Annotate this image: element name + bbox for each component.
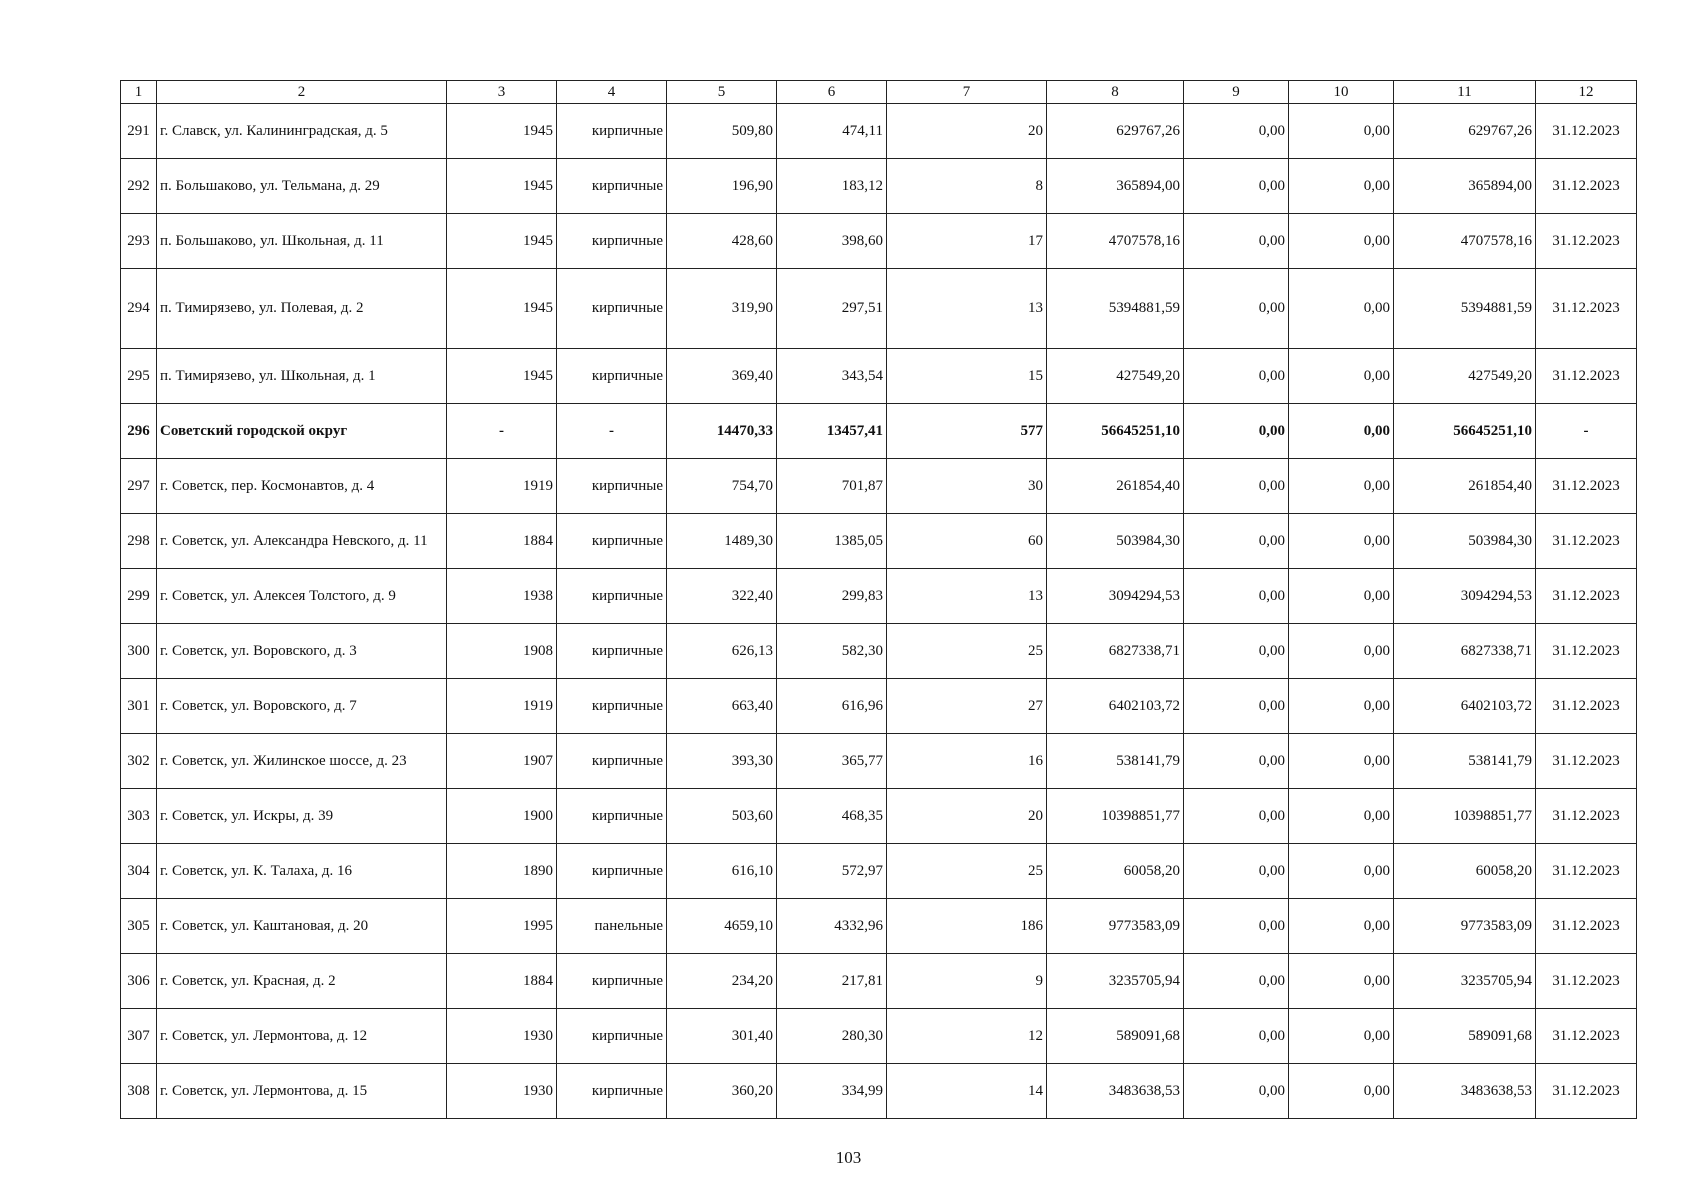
table-row xyxy=(121,269,1637,349)
total-area-cell: 754,70 xyxy=(667,459,777,514)
fund-cell: 0,00 xyxy=(1289,404,1394,459)
fund-cell: 0,00 xyxy=(1184,404,1289,459)
year-cell: 1884 xyxy=(447,514,557,569)
fund-cell: 6402103,72 xyxy=(1394,679,1536,734)
row-number-cell: 307 xyxy=(121,1009,157,1064)
fund-cell: 0,00 xyxy=(1184,1064,1289,1119)
deadline-cell: 31.12.2023 xyxy=(1536,569,1637,624)
residents-cell: 25 xyxy=(887,844,1047,899)
table-row xyxy=(121,159,1637,214)
material-cell: панельные xyxy=(557,899,667,954)
address-cell: п. Большаково, ул. Школьная, д. 11 xyxy=(157,214,447,269)
fund-cell: 9773583,09 xyxy=(1394,899,1536,954)
residents-cell: 186 xyxy=(887,899,1047,954)
total-area-cell: 509,80 xyxy=(667,104,777,159)
table-row xyxy=(121,1064,1637,1119)
fund-cell: 0,00 xyxy=(1289,954,1394,1009)
residents-cell: 8 xyxy=(887,159,1047,214)
total-area-cell: 234,20 xyxy=(667,954,777,1009)
living-area-cell: 280,30 xyxy=(777,1009,887,1064)
material-cell: кирпичные xyxy=(557,514,667,569)
total-cost-cell: 365894,00 xyxy=(1047,159,1184,214)
residents-cell: 14 xyxy=(887,1064,1047,1119)
fund-cell: 3235705,94 xyxy=(1394,954,1536,1009)
year-cell: 1938 xyxy=(447,569,557,624)
table-row xyxy=(121,954,1637,1009)
address-cell: г. Советск, ул. Каштановая, д. 20 xyxy=(157,899,447,954)
deadline-cell: 31.12.2023 xyxy=(1536,269,1637,349)
address-cell: г. Советск, ул. Воровского, д. 7 xyxy=(157,679,447,734)
total-cost-cell: 60058,20 xyxy=(1047,844,1184,899)
year-cell: 1945 xyxy=(447,159,557,214)
material-cell: кирпичные xyxy=(557,624,667,679)
table-row xyxy=(121,104,1637,159)
table-row xyxy=(121,1009,1637,1064)
residents-cell: 16 xyxy=(887,734,1047,789)
fund-cell: 427549,20 xyxy=(1394,349,1536,404)
fund-cell: 0,00 xyxy=(1184,844,1289,899)
fund-cell: 0,00 xyxy=(1289,1009,1394,1064)
row-number-cell: 305 xyxy=(121,899,157,954)
table-row xyxy=(121,349,1637,404)
address-cell: г. Советск, ул. Искры, д. 39 xyxy=(157,789,447,844)
material-cell: кирпичные xyxy=(557,269,667,349)
deadline-cell: 31.12.2023 xyxy=(1536,104,1637,159)
living-area-cell: 572,97 xyxy=(777,844,887,899)
fund-cell: 0,00 xyxy=(1289,899,1394,954)
row-number-cell: 304 xyxy=(121,844,157,899)
material-cell: кирпичные xyxy=(557,569,667,624)
table-body xyxy=(121,104,1637,1119)
total-cost-cell: 261854,40 xyxy=(1047,459,1184,514)
row-number-cell: 300 xyxy=(121,624,157,679)
address-cell: п. Большаково, ул. Тельмана, д. 29 xyxy=(157,159,447,214)
fund-cell: 6827338,71 xyxy=(1394,624,1536,679)
fund-cell: 503984,30 xyxy=(1394,514,1536,569)
fund-cell: 0,00 xyxy=(1289,1064,1394,1119)
total-cost-cell: 629767,26 xyxy=(1047,104,1184,159)
column-header: 10 xyxy=(1289,81,1394,104)
row-number-cell: 306 xyxy=(121,954,157,1009)
fund-cell: 0,00 xyxy=(1289,104,1394,159)
residents-cell: 30 xyxy=(887,459,1047,514)
fund-cell: 0,00 xyxy=(1289,159,1394,214)
page-number: 103 xyxy=(835,1148,862,1167)
address-cell: г. Советск, ул. Алексея Толстого, д. 9 xyxy=(157,569,447,624)
deadline-cell: 31.12.2023 xyxy=(1536,679,1637,734)
living-area-cell: 217,81 xyxy=(777,954,887,1009)
deadline-cell: 31.12.2023 xyxy=(1536,844,1637,899)
row-number-cell: 302 xyxy=(121,734,157,789)
total-cost-cell: 427549,20 xyxy=(1047,349,1184,404)
total-area-cell: 196,90 xyxy=(667,159,777,214)
fund-cell: 0,00 xyxy=(1184,954,1289,1009)
row-number-cell: 303 xyxy=(121,789,157,844)
residents-cell: 15 xyxy=(887,349,1047,404)
fund-cell: 0,00 xyxy=(1184,269,1289,349)
total-cost-cell: 6827338,71 xyxy=(1047,624,1184,679)
row-number-cell: 296 xyxy=(121,404,157,459)
total-area-cell: 626,13 xyxy=(667,624,777,679)
fund-cell: 0,00 xyxy=(1184,459,1289,514)
column-header: 4 xyxy=(557,81,667,104)
residents-cell: 13 xyxy=(887,269,1047,349)
fund-cell: 0,00 xyxy=(1184,104,1289,159)
column-header: 12 xyxy=(1536,81,1637,104)
column-header: 5 xyxy=(667,81,777,104)
fund-cell: 0,00 xyxy=(1184,214,1289,269)
total-area-cell: 428,60 xyxy=(667,214,777,269)
residents-cell: 60 xyxy=(887,514,1047,569)
living-area-cell: 297,51 xyxy=(777,269,887,349)
deadline-cell: 31.12.2023 xyxy=(1536,1009,1637,1064)
residents-cell: 20 xyxy=(887,104,1047,159)
year-cell: 1995 xyxy=(447,899,557,954)
deadline-cell: 31.12.2023 xyxy=(1536,899,1637,954)
fund-cell: 5394881,59 xyxy=(1394,269,1536,349)
fund-cell: 0,00 xyxy=(1184,569,1289,624)
column-header: 3 xyxy=(447,81,557,104)
fund-cell: 0,00 xyxy=(1289,349,1394,404)
table-row xyxy=(121,569,1637,624)
address-cell: п. Тимирязево, ул. Полевая, д. 2 xyxy=(157,269,447,349)
residents-cell: 27 xyxy=(887,679,1047,734)
fund-cell: 0,00 xyxy=(1184,899,1289,954)
material-cell: кирпичные xyxy=(557,789,667,844)
living-area-cell: 183,12 xyxy=(777,159,887,214)
total-cost-cell: 503984,30 xyxy=(1047,514,1184,569)
total-area-cell: 503,60 xyxy=(667,789,777,844)
fund-cell: 0,00 xyxy=(1184,679,1289,734)
table-row xyxy=(121,404,1637,459)
residents-cell: 20 xyxy=(887,789,1047,844)
fund-cell: 589091,68 xyxy=(1394,1009,1536,1064)
total-cost-cell: 3094294,53 xyxy=(1047,569,1184,624)
fund-cell: 4707578,16 xyxy=(1394,214,1536,269)
deadline-cell: 31.12.2023 xyxy=(1536,214,1637,269)
fund-cell: 0,00 xyxy=(1184,1009,1289,1064)
fund-cell: 3094294,53 xyxy=(1394,569,1536,624)
fund-cell: 0,00 xyxy=(1289,214,1394,269)
residents-cell: 577 xyxy=(887,404,1047,459)
total-cost-cell: 589091,68 xyxy=(1047,1009,1184,1064)
deadline-cell: 31.12.2023 xyxy=(1536,1064,1637,1119)
living-area-cell: 343,54 xyxy=(777,349,887,404)
living-area-cell: 468,35 xyxy=(777,789,887,844)
living-area-cell: 701,87 xyxy=(777,459,887,514)
living-area-cell: 334,99 xyxy=(777,1064,887,1119)
fund-cell: 0,00 xyxy=(1289,679,1394,734)
material-cell: кирпичные xyxy=(557,459,667,514)
living-area-cell: 13457,41 xyxy=(777,404,887,459)
fund-cell: 0,00 xyxy=(1289,789,1394,844)
residents-cell: 25 xyxy=(887,624,1047,679)
total-area-cell: 14470,33 xyxy=(667,404,777,459)
residents-cell: 12 xyxy=(887,1009,1047,1064)
total-cost-cell: 9773583,09 xyxy=(1047,899,1184,954)
row-number-cell: 301 xyxy=(121,679,157,734)
table-row xyxy=(121,459,1637,514)
fund-cell: 0,00 xyxy=(1184,349,1289,404)
total-area-cell: 393,30 xyxy=(667,734,777,789)
address-cell: г. Советск, пер. Космонавтов, д. 4 xyxy=(157,459,447,514)
table-row xyxy=(121,679,1637,734)
year-cell: 1919 xyxy=(447,459,557,514)
row-number-cell: 308 xyxy=(121,1064,157,1119)
address-cell: г. Славск, ул. Калининградская, д. 5 xyxy=(157,104,447,159)
row-number-cell: 299 xyxy=(121,569,157,624)
living-area-cell: 4332,96 xyxy=(777,899,887,954)
living-area-cell: 474,11 xyxy=(777,104,887,159)
total-area-cell: 663,40 xyxy=(667,679,777,734)
living-area-cell: 299,83 xyxy=(777,569,887,624)
fund-cell: 0,00 xyxy=(1184,514,1289,569)
year-cell: 1908 xyxy=(447,624,557,679)
year-cell: 1945 xyxy=(447,214,557,269)
address-cell: г. Советск, ул. Воровского, д. 3 xyxy=(157,624,447,679)
total-cost-cell: 56645251,10 xyxy=(1047,404,1184,459)
total-area-cell: 301,40 xyxy=(667,1009,777,1064)
material-cell: кирпичные xyxy=(557,679,667,734)
year-cell: 1945 xyxy=(447,269,557,349)
table-row xyxy=(121,734,1637,789)
table-row xyxy=(121,789,1637,844)
year-cell: 1945 xyxy=(447,349,557,404)
fund-cell: 261854,40 xyxy=(1394,459,1536,514)
address-cell: г. Советск, ул. К. Талаха, д. 16 xyxy=(157,844,447,899)
living-area-cell: 365,77 xyxy=(777,734,887,789)
deadline-cell: - xyxy=(1536,404,1637,459)
total-area-cell: 4659,10 xyxy=(667,899,777,954)
material-cell: кирпичные xyxy=(557,159,667,214)
column-header: 1 xyxy=(121,81,157,104)
fund-cell: 0,00 xyxy=(1289,514,1394,569)
fund-cell: 0,00 xyxy=(1184,624,1289,679)
total-cost-cell: 538141,79 xyxy=(1047,734,1184,789)
living-area-cell: 1385,05 xyxy=(777,514,887,569)
fund-cell: 0,00 xyxy=(1289,624,1394,679)
table-row xyxy=(121,514,1637,569)
year-cell: 1930 xyxy=(447,1009,557,1064)
column-number-row xyxy=(121,81,1637,104)
residents-cell: 17 xyxy=(887,214,1047,269)
material-cell: кирпичные xyxy=(557,954,667,1009)
year-cell: 1884 xyxy=(447,954,557,1009)
material-cell: кирпичные xyxy=(557,844,667,899)
living-area-cell: 616,96 xyxy=(777,679,887,734)
material-cell: - xyxy=(557,404,667,459)
deadline-cell: 31.12.2023 xyxy=(1536,624,1637,679)
deadline-cell: 31.12.2023 xyxy=(1536,459,1637,514)
deadline-cell: 31.12.2023 xyxy=(1536,514,1637,569)
deadline-cell: 31.12.2023 xyxy=(1536,954,1637,1009)
residents-cell: 9 xyxy=(887,954,1047,1009)
total-area-cell: 1489,30 xyxy=(667,514,777,569)
fund-cell: 3483638,53 xyxy=(1394,1064,1536,1119)
fund-cell: 0,00 xyxy=(1289,569,1394,624)
fund-cell: 0,00 xyxy=(1289,459,1394,514)
address-cell: г. Советск, ул. Александра Невского, д. 11 xyxy=(157,514,447,569)
total-area-cell: 319,90 xyxy=(667,269,777,349)
deadline-cell: 31.12.2023 xyxy=(1536,734,1637,789)
row-number-cell: 295 xyxy=(121,349,157,404)
deadline-cell: 31.12.2023 xyxy=(1536,349,1637,404)
fund-cell: 0,00 xyxy=(1184,159,1289,214)
column-header: 9 xyxy=(1184,81,1289,104)
year-cell: 1945 xyxy=(447,104,557,159)
table-row xyxy=(121,624,1637,679)
row-number-cell: 294 xyxy=(121,269,157,349)
year-cell: 1900 xyxy=(447,789,557,844)
address-cell: п. Тимирязево, ул. Школьная, д. 1 xyxy=(157,349,447,404)
table-row xyxy=(121,844,1637,899)
total-cost-cell: 3235705,94 xyxy=(1047,954,1184,1009)
row-number-cell: 291 xyxy=(121,104,157,159)
address-cell: г. Советск, ул. Красная, д. 2 xyxy=(157,954,447,1009)
fund-cell: 60058,20 xyxy=(1394,844,1536,899)
table-row xyxy=(121,214,1637,269)
fund-cell: 0,00 xyxy=(1184,734,1289,789)
material-cell: кирпичные xyxy=(557,1009,667,1064)
fund-cell: 629767,26 xyxy=(1394,104,1536,159)
address-cell: Советский городской округ xyxy=(157,404,447,459)
deadline-cell: 31.12.2023 xyxy=(1536,159,1637,214)
address-cell: г. Советск, ул. Жилинское шоссе, д. 23 xyxy=(157,734,447,789)
fund-cell: 0,00 xyxy=(1184,789,1289,844)
total-cost-cell: 5394881,59 xyxy=(1047,269,1184,349)
living-area-cell: 582,30 xyxy=(777,624,887,679)
fund-cell: 56645251,10 xyxy=(1394,404,1536,459)
total-area-cell: 616,10 xyxy=(667,844,777,899)
material-cell: кирпичные xyxy=(557,1064,667,1119)
total-area-cell: 360,20 xyxy=(667,1064,777,1119)
year-cell: - xyxy=(447,404,557,459)
row-number-cell: 298 xyxy=(121,514,157,569)
fund-cell: 10398851,77 xyxy=(1394,789,1536,844)
total-cost-cell: 10398851,77 xyxy=(1047,789,1184,844)
living-area-cell: 398,60 xyxy=(777,214,887,269)
year-cell: 1907 xyxy=(447,734,557,789)
material-cell: кирпичные xyxy=(557,104,667,159)
row-number-cell: 297 xyxy=(121,459,157,514)
total-cost-cell: 6402103,72 xyxy=(1047,679,1184,734)
column-header: 11 xyxy=(1394,81,1536,104)
column-header: 7 xyxy=(887,81,1047,104)
fund-cell: 365894,00 xyxy=(1394,159,1536,214)
total-area-cell: 369,40 xyxy=(667,349,777,404)
material-cell: кирпичные xyxy=(557,349,667,404)
row-number-cell: 292 xyxy=(121,159,157,214)
fund-cell: 0,00 xyxy=(1289,269,1394,349)
residents-cell: 13 xyxy=(887,569,1047,624)
material-cell: кирпичные xyxy=(557,734,667,789)
table-row xyxy=(121,899,1637,954)
housing-register-table xyxy=(120,80,1637,1119)
column-header: 6 xyxy=(777,81,887,104)
address-cell: г. Советск, ул. Лермонтова, д. 15 xyxy=(157,1064,447,1119)
column-header: 8 xyxy=(1047,81,1184,104)
row-number-cell: 293 xyxy=(121,214,157,269)
fund-cell: 0,00 xyxy=(1289,734,1394,789)
total-cost-cell: 3483638,53 xyxy=(1047,1064,1184,1119)
fund-cell: 0,00 xyxy=(1289,844,1394,899)
total-cost-cell: 4707578,16 xyxy=(1047,214,1184,269)
material-cell: кирпичные xyxy=(557,214,667,269)
fund-cell: 538141,79 xyxy=(1394,734,1536,789)
deadline-cell: 31.12.2023 xyxy=(1536,789,1637,844)
year-cell: 1890 xyxy=(447,844,557,899)
column-header: 2 xyxy=(157,81,447,104)
total-area-cell: 322,40 xyxy=(667,569,777,624)
year-cell: 1919 xyxy=(447,679,557,734)
year-cell: 1930 xyxy=(447,1064,557,1119)
address-cell: г. Советск, ул. Лермонтова, д. 12 xyxy=(157,1009,447,1064)
